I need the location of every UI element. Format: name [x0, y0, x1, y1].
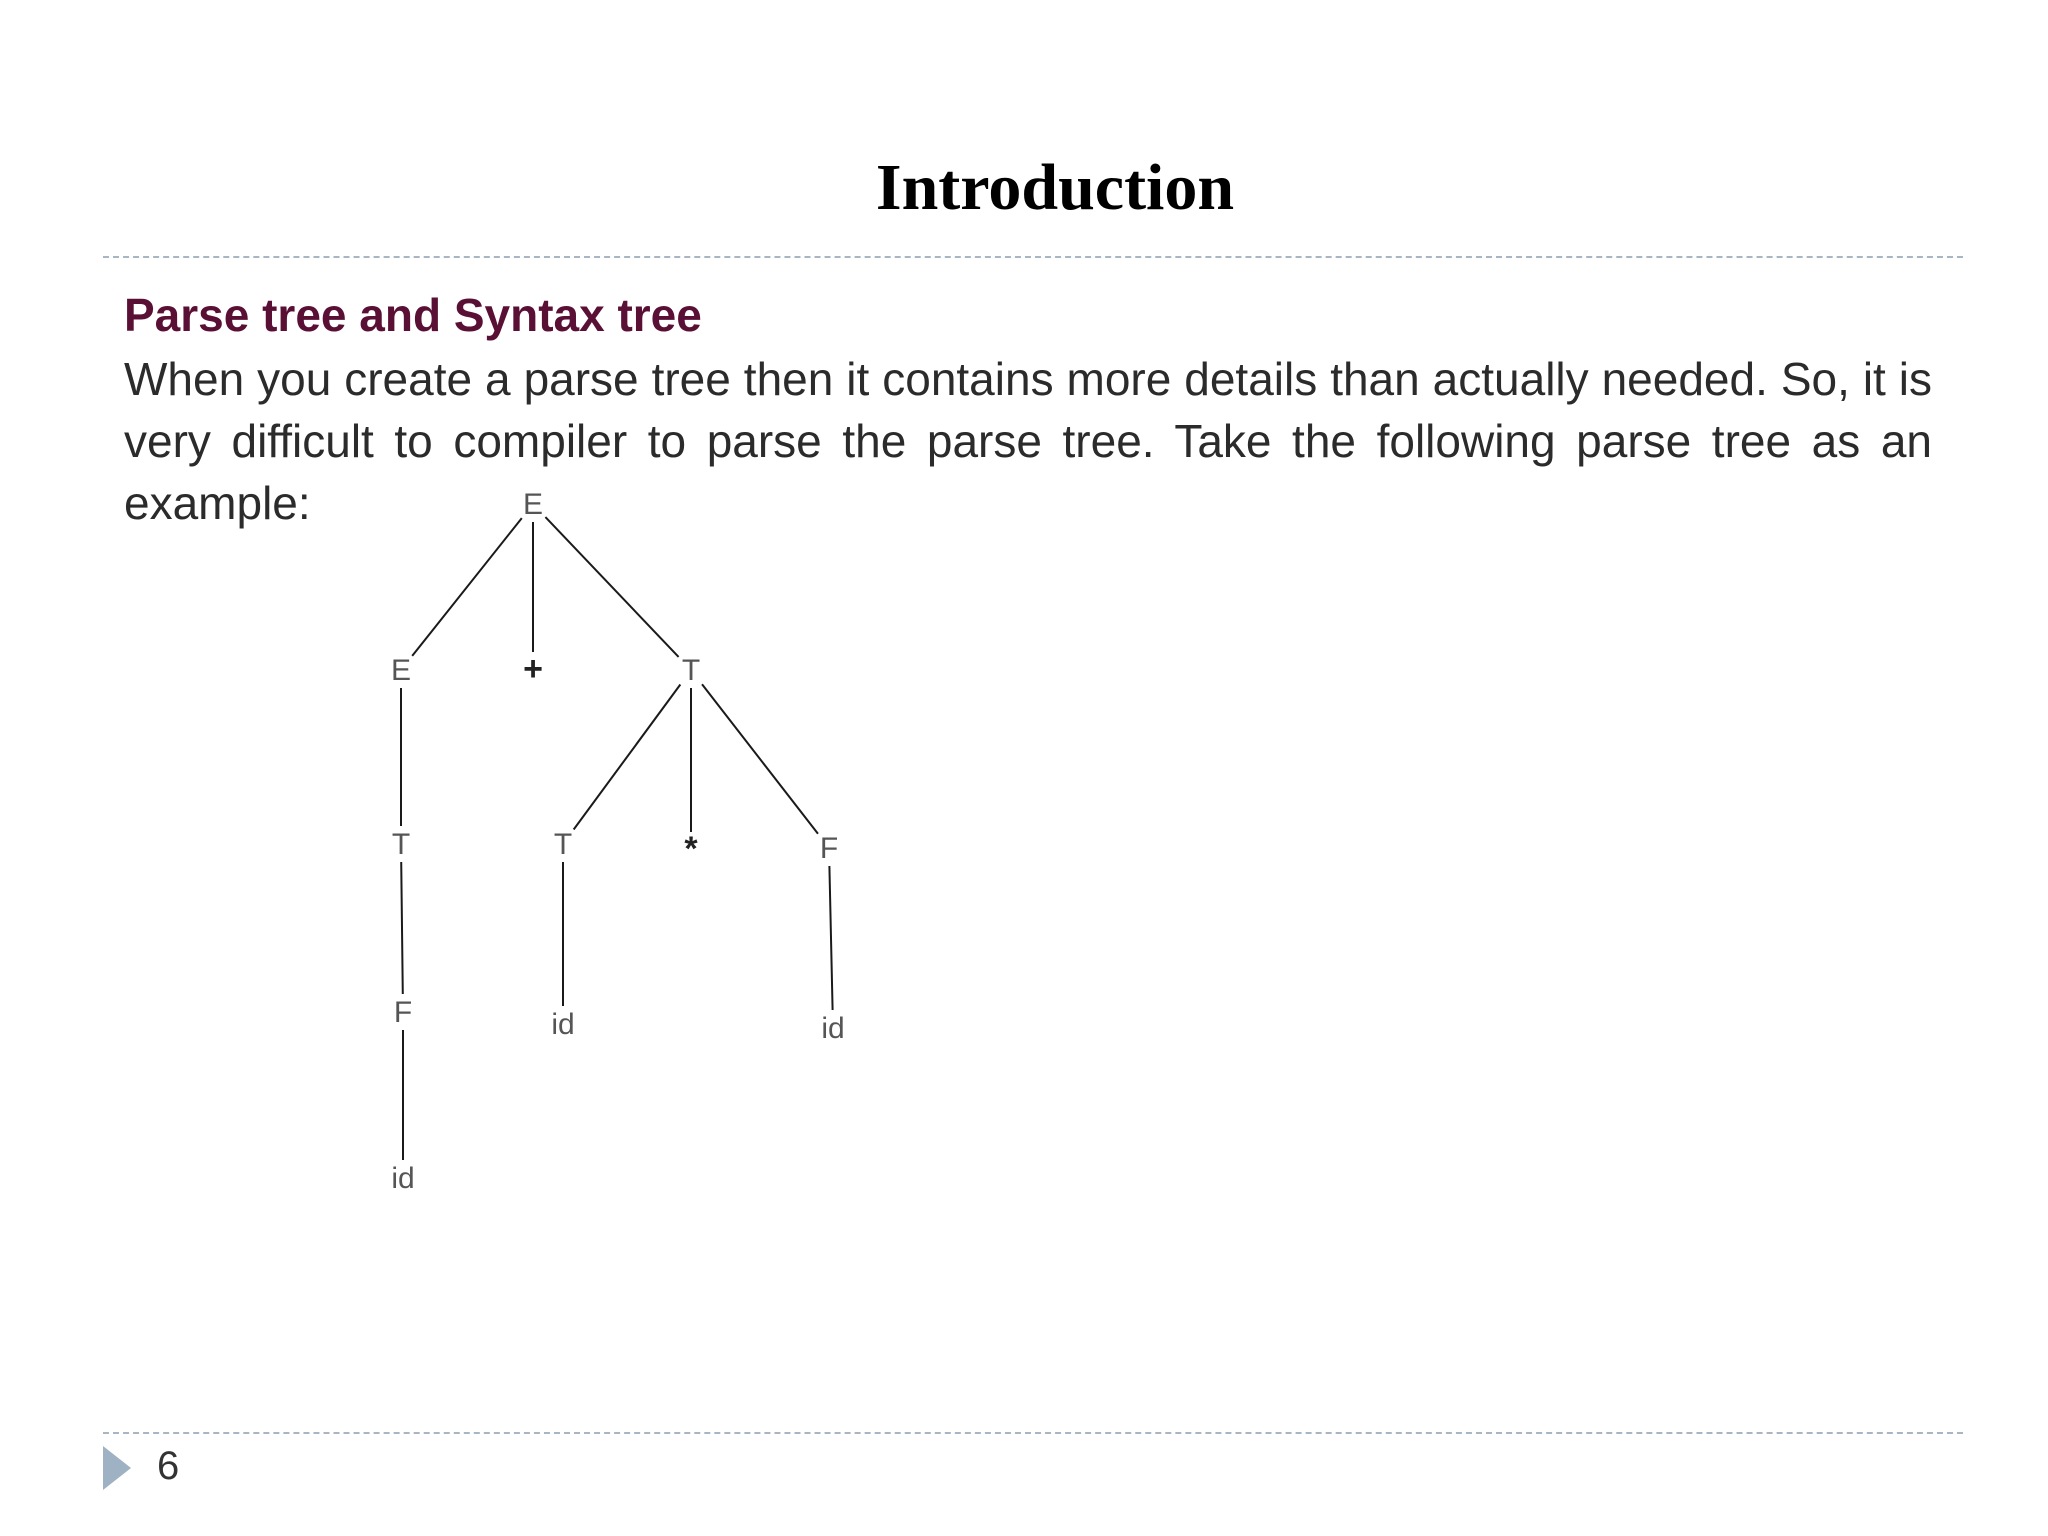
- section-heading: Parse tree and Syntax tree: [124, 289, 702, 341]
- tree-edge: [412, 518, 522, 656]
- body-paragraph: When you create a parse tree then it contains more details than actually needed. So, it is very difficult to compiler to parse the parse tree. Take the following parse tree as an example:: [124, 353, 1932, 529]
- tree-node: E: [390, 654, 412, 687]
- tree-node: E: [522, 488, 544, 521]
- tree-node: id: [551, 1008, 575, 1041]
- tree-node: F: [819, 832, 839, 865]
- tree-node: id: [391, 1162, 415, 1195]
- title-divider: [103, 256, 1963, 258]
- footer-arrow-icon: [103, 1446, 131, 1490]
- tree-node: F: [393, 996, 413, 1029]
- tree-node: T: [391, 828, 411, 861]
- tree-node: T: [681, 654, 701, 687]
- footer-divider: [103, 1432, 1963, 1434]
- page-number: 6: [157, 1444, 180, 1488]
- tree-edge: [545, 517, 678, 657]
- parse-tree-diagram: [355, 480, 875, 1200]
- tree-edge: [574, 684, 681, 829]
- tree-edge: [401, 862, 403, 994]
- tree-node: T: [553, 828, 573, 861]
- tree-node: +: [523, 650, 543, 688]
- tree-edge: [702, 684, 818, 834]
- slide-title: Introduction: [875, 151, 1235, 224]
- tree-edge: [829, 866, 832, 1010]
- tree-node: *: [684, 830, 698, 868]
- tree-node: id: [821, 1012, 845, 1045]
